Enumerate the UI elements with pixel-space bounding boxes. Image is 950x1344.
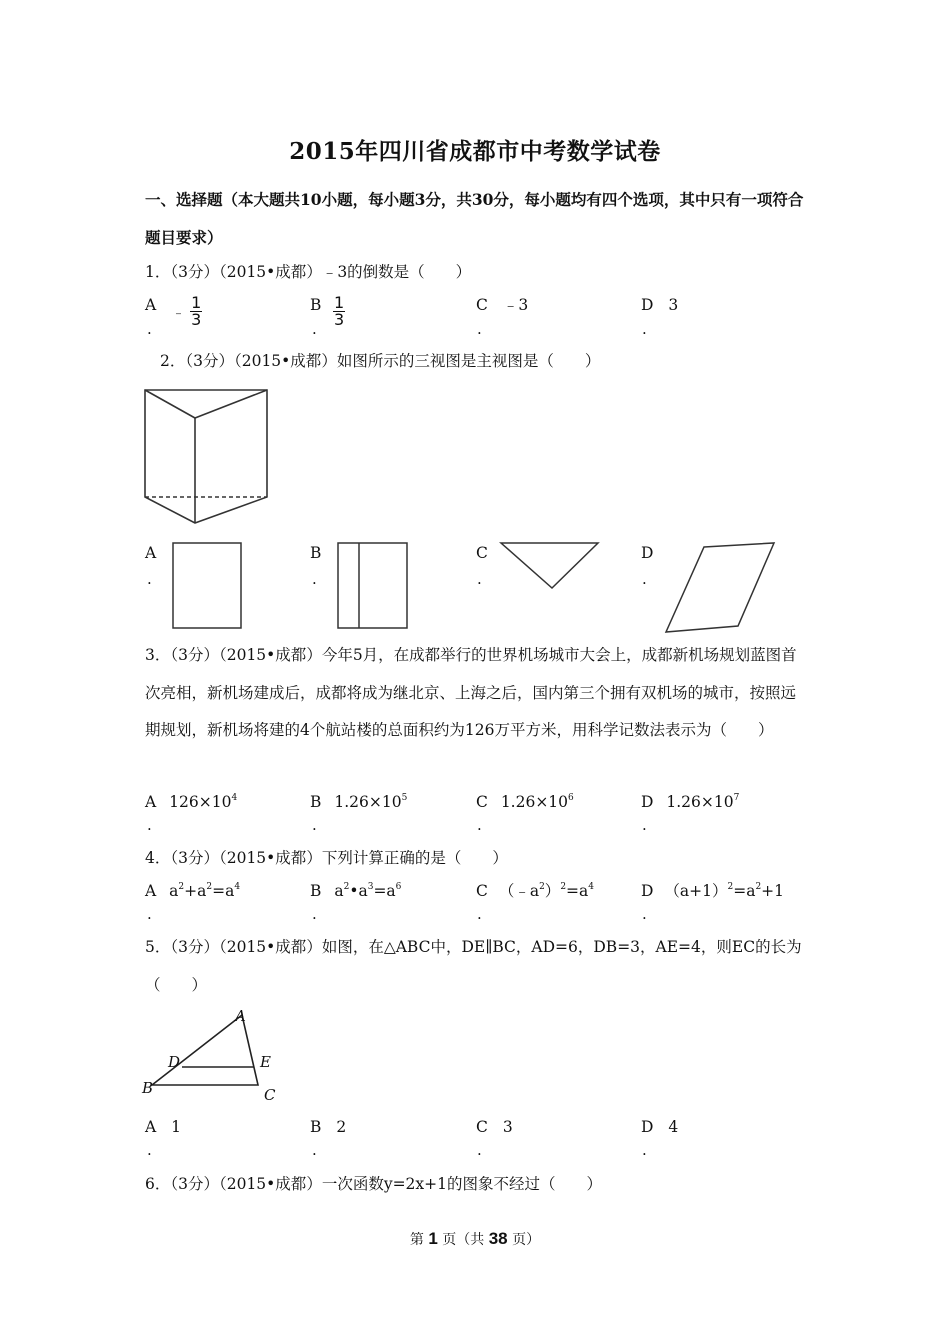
option-dot: .: [477, 1141, 482, 1159]
option-value-exponent: 4: [231, 793, 238, 803]
fraction-numerator: 1: [334, 293, 345, 312]
option-value: $(﹣a^2)^2=a^4$: [498, 882, 595, 900]
option-value: 2: [336, 1118, 347, 1136]
option-dot: .: [312, 905, 317, 923]
option-value: $a^2•a^3=a^6$: [334, 882, 402, 900]
option-letter: A: [145, 882, 157, 900]
question-2-stem: 2．（3分）（2015•成都）如图所示的三视图是主视图是（ ）: [160, 352, 601, 370]
option-letter: B: [310, 1118, 322, 1136]
option-value: 3: [502, 1118, 513, 1136]
option-value-base: 126×10: [169, 793, 232, 811]
current-page-number: 1: [428, 1229, 438, 1248]
fraction-denominator: 3: [191, 310, 202, 329]
q5-option-b[interactable]: [310, 1117, 346, 1137]
option-dot: .: [477, 816, 482, 834]
option-value: 3: [668, 296, 679, 314]
option-letter: A: [145, 793, 157, 811]
vertex-c-label: C: [264, 1086, 276, 1104]
q2-option-a[interactable]: [145, 543, 156, 563]
option-value: 4: [668, 1118, 679, 1136]
option-letter: B: [310, 296, 322, 314]
option-dot: .: [642, 816, 647, 834]
q1-option-d[interactable]: [641, 295, 678, 315]
option-dot: .: [642, 320, 647, 338]
fraction: [333, 295, 345, 328]
option-value: $(a+1)^2=a^2+1$: [664, 882, 785, 900]
option-letter: C: [476, 296, 488, 314]
q5-option-c[interactable]: [476, 1117, 513, 1137]
option-letter: D: [641, 1118, 654, 1136]
option-letter: C: [476, 882, 488, 900]
minus-sign: ﹣: [172, 306, 186, 321]
footer-suffix: 页）: [512, 1232, 541, 1248]
option-letter: A: [145, 1118, 157, 1136]
q2-option-b[interactable]: [310, 543, 321, 563]
option-letter: D: [641, 296, 654, 314]
footer-middle: 页（共: [442, 1232, 485, 1248]
page-footer: [0, 1229, 950, 1249]
option-dot: .: [147, 320, 152, 338]
footer-prefix: 第: [409, 1232, 424, 1248]
q2-option-b-split-rectangle-figure: [335, 540, 410, 630]
option-dot: .: [642, 905, 647, 923]
three-view-prism-figure: [140, 385, 275, 530]
option-letter: A: [145, 296, 157, 314]
q4-option-b[interactable]: [310, 881, 401, 901]
option-value: ﹣3: [502, 296, 529, 314]
q1-option-a[interactable]: [145, 295, 156, 315]
option-letter: B: [310, 882, 322, 900]
q3-option-d[interactable]: [641, 792, 739, 812]
q1-option-c[interactable]: [476, 295, 528, 315]
option-dot: .: [312, 320, 317, 338]
question-5-stem: 5．（3分）（2015•成都）如图，在△ABC中，DE∥BC，AD=6，DB=3，AE=4，则EC的长为（ ）: [145, 938, 802, 994]
fraction: [190, 295, 202, 328]
q4-option-c[interactable]: [476, 881, 594, 901]
option-dot: .: [312, 570, 317, 588]
question-4-stem: 4．（3分）（2015•成都）下列计算正确的是（ ）: [145, 849, 508, 867]
fraction-denominator: 3: [334, 310, 345, 329]
point-e-label: E: [260, 1053, 271, 1071]
point-d-label: D: [168, 1053, 181, 1071]
option-dot: .: [147, 816, 152, 834]
option-value-exponent: 7: [733, 793, 740, 803]
option-letter: D: [641, 793, 654, 811]
option-dot: .: [147, 905, 152, 923]
q3-option-b[interactable]: [310, 792, 407, 812]
option-dot: .: [642, 1141, 647, 1159]
vertex-b-label: B: [142, 1079, 154, 1097]
option-value-base: 1.26×10: [334, 793, 402, 811]
fraction-numerator: 1: [191, 293, 202, 312]
q2-option-c-triangle-figure: [498, 540, 603, 592]
q1-option-b-value: [333, 295, 345, 328]
option-value: 1: [171, 1118, 182, 1136]
option-letter: D: [641, 882, 654, 900]
option-letter: A: [145, 544, 157, 562]
option-dot: .: [312, 816, 317, 834]
q1-option-b[interactable]: [310, 295, 321, 315]
option-value: $a^2+a^2=a^4$: [169, 882, 241, 900]
section-header: 一、选择题（本大题共10小题，每小题3分，共30分，每小题均有四个选项，其中只有一项符合题目要求）: [145, 190, 804, 247]
question-3-stem: 3．（3分）（2015•成都）今年5月，在成都举行的世界机场城市大会上，成都新机场规划蓝图首次亮相，新机场建成后，成都将成为继北京、上海之后，国内第三个拥有双机场的城市，按照远期规划，新机场将建的4个航站楼的总面积约为126万平方米，用科学记数法表示为（ ）: [145, 646, 797, 739]
q3-option-c[interactable]: [476, 792, 574, 812]
option-letter: D: [641, 544, 654, 562]
q5-option-a[interactable]: [145, 1117, 181, 1137]
triangle-abc-figure: [140, 1005, 285, 1105]
q4-option-a[interactable]: [145, 881, 240, 901]
option-value-base: 1.26×10: [666, 793, 734, 811]
vertex-a-label: A: [235, 1007, 246, 1025]
q3-option-a[interactable]: [145, 792, 237, 812]
question-6-stem: 6．（3分）（2015•成都）一次函数y=2x+1的图象不经过（ ）: [145, 1175, 603, 1193]
option-letter: C: [476, 793, 488, 811]
option-letter: B: [310, 544, 322, 562]
q2-option-d[interactable]: [641, 543, 653, 563]
q4-option-d[interactable]: [641, 881, 784, 901]
total-pages: 38: [488, 1229, 508, 1248]
option-letter: C: [476, 1118, 488, 1136]
option-dot: .: [477, 570, 482, 588]
option-dot: .: [642, 570, 647, 588]
q2-option-a-square-figure: [170, 540, 245, 630]
option-dot: .: [477, 320, 482, 338]
q1-option-a-value: [172, 295, 202, 328]
option-value-exponent: 6: [568, 793, 574, 803]
option-letter: C: [476, 544, 488, 562]
page-title: 2015年四川省成都市中考数学试卷: [289, 138, 661, 165]
option-dot: .: [147, 570, 152, 588]
question-1-stem: 1．（3分）（2015•成都）﹣3的倒数是（ ）: [145, 263, 472, 281]
option-dot: .: [147, 1141, 152, 1159]
q2-option-c[interactable]: [476, 543, 488, 563]
option-value-base: 1.26×10: [500, 793, 569, 811]
q2-option-d-parallelogram-figure: [662, 540, 780, 636]
option-letter: B: [310, 793, 322, 811]
option-dot: .: [477, 905, 482, 923]
option-value-exponent: 5: [401, 793, 408, 803]
option-dot: .: [312, 1141, 317, 1159]
q5-option-d[interactable]: [641, 1117, 678, 1137]
